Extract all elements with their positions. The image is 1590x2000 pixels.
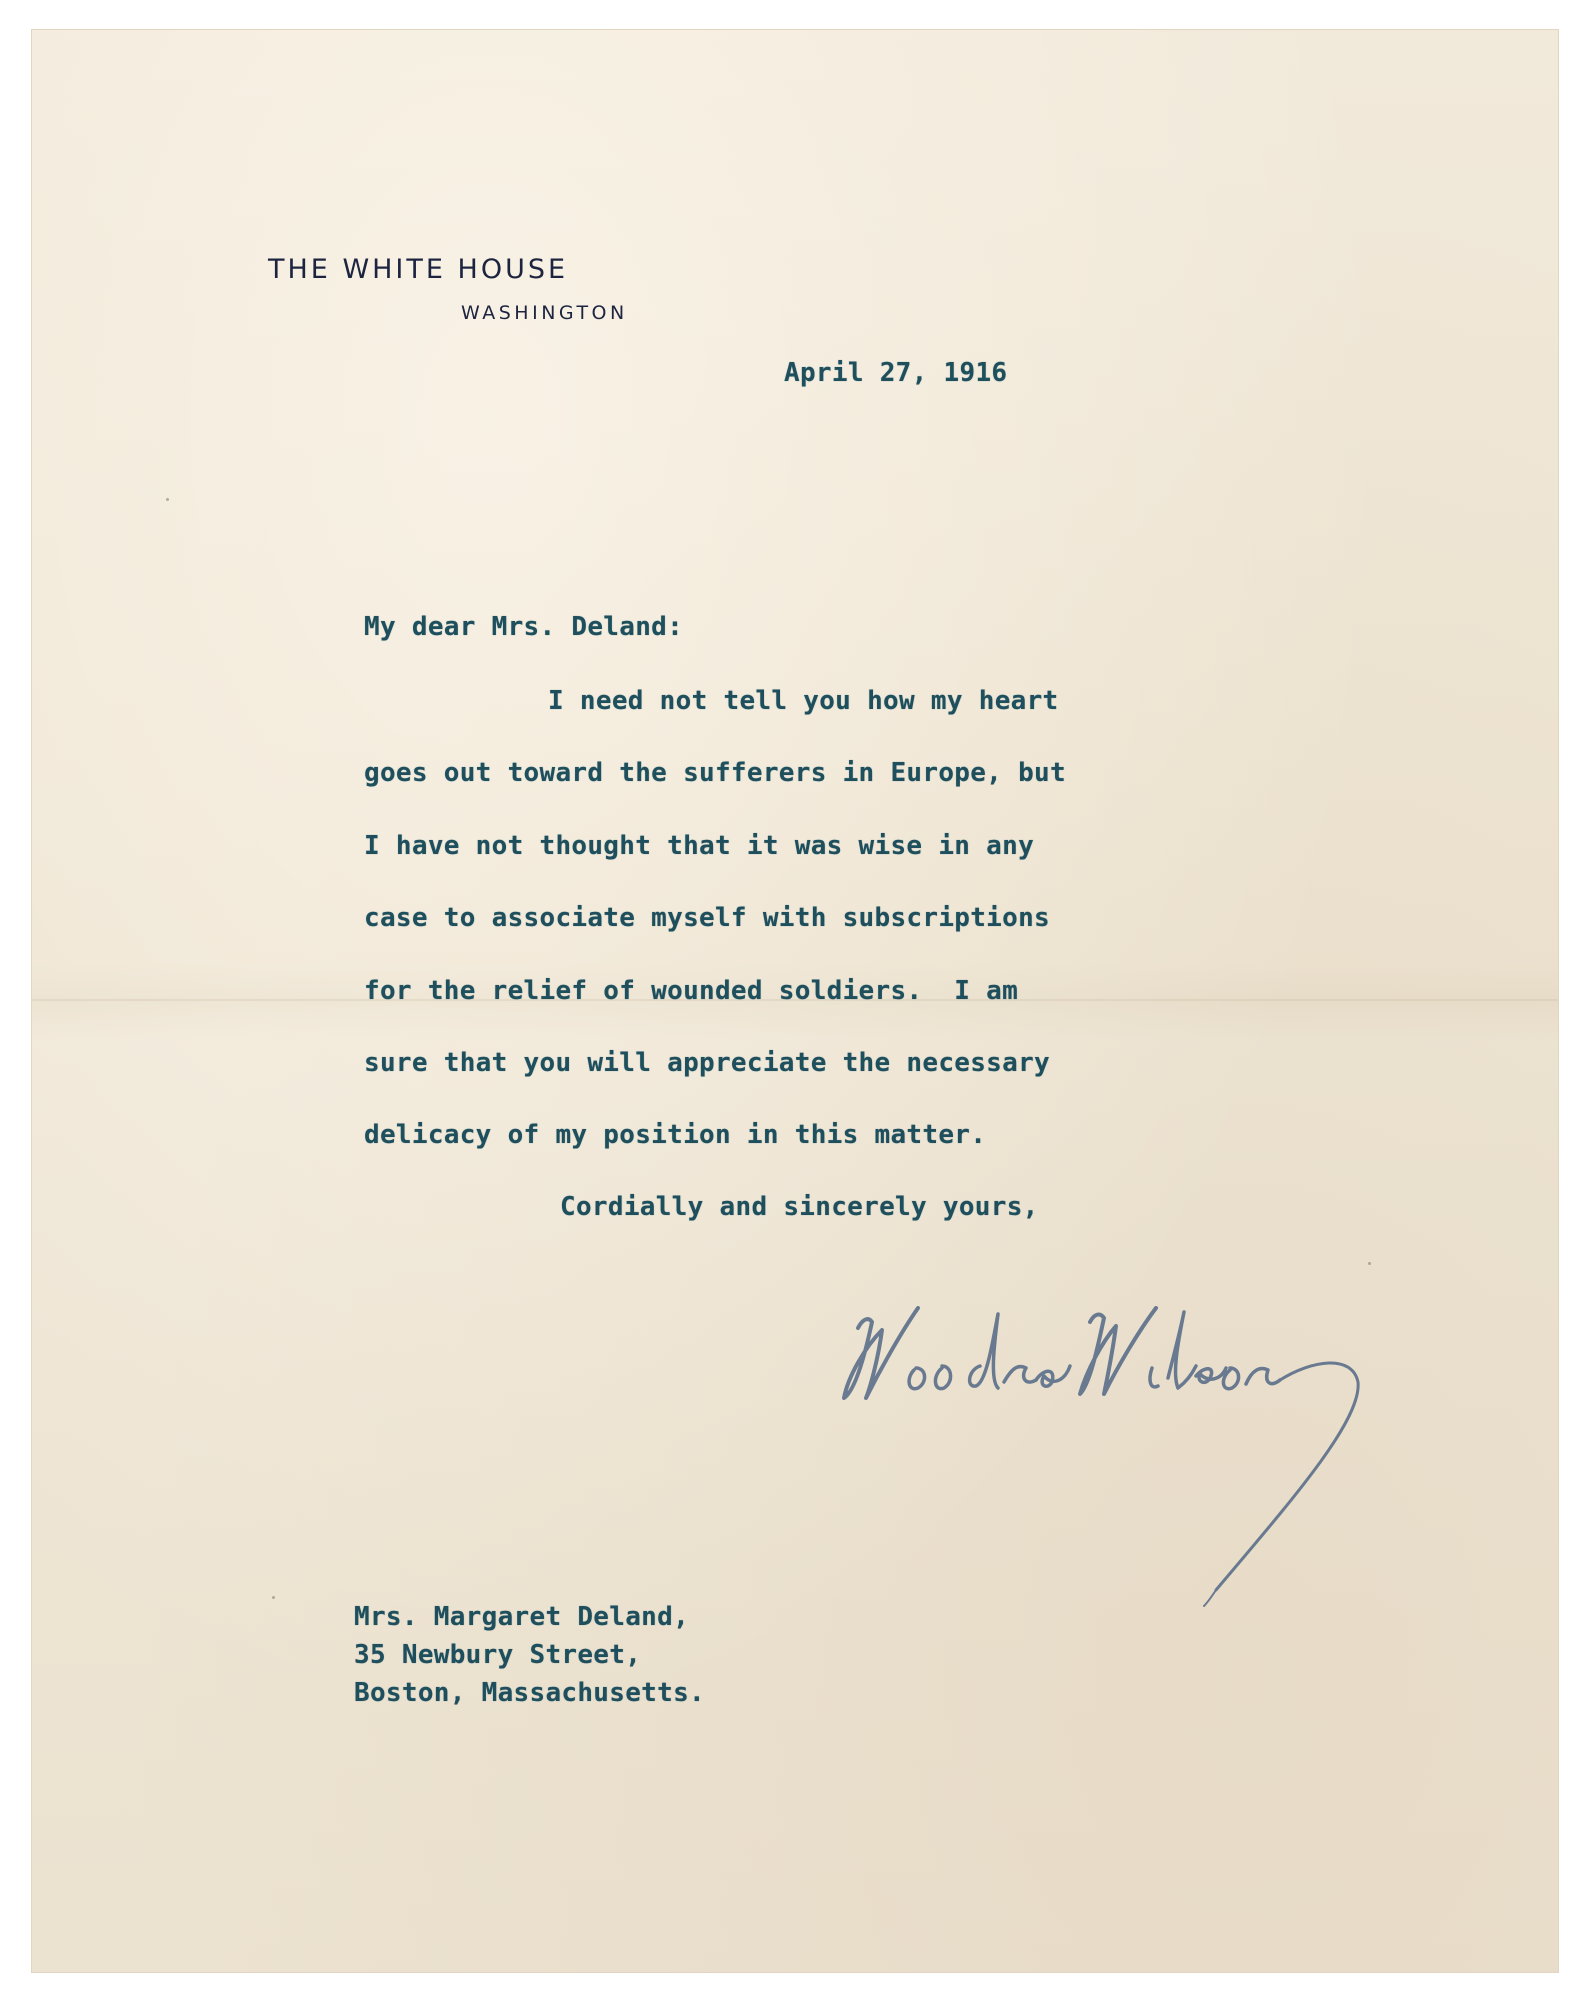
- paper-speck: [272, 1596, 275, 1599]
- salutation: My dear Mrs. Deland:: [364, 612, 684, 642]
- paper-speck: [1368, 1262, 1371, 1265]
- body-line: delicacy of my position in this matter.: [364, 1120, 987, 1150]
- recipient-line: Mrs. Margaret Deland,: [354, 1602, 690, 1632]
- body-line: I have not thought that it was wise in any: [364, 831, 1035, 861]
- letterhead-title: THE WHITE HOUSE: [268, 254, 569, 285]
- body-line: case to associate myself with subscriptions: [364, 903, 1050, 933]
- signature-woodrow-wilson: [822, 1250, 1382, 1630]
- paper-speck: [166, 498, 169, 501]
- recipient-line: 35 Newbury Street,: [354, 1640, 642, 1670]
- body-line: I need not tell you how my heart: [548, 686, 1059, 716]
- closing: Cordially and sincerely yours,: [560, 1192, 1039, 1222]
- letterhead-city: WASHINGTON: [461, 302, 628, 324]
- body-line: sure that you will appreciate the necessary: [364, 1048, 1050, 1078]
- letter-date: April 27, 1916: [784, 358, 1008, 388]
- recipient-line: Boston, Massachusetts.: [354, 1678, 705, 1708]
- letter-sheet: [32, 30, 1558, 1972]
- body-line: goes out toward the sufferers in Europe, but: [364, 758, 1066, 788]
- body-line: for the relief of wounded soldiers. I am: [364, 976, 1019, 1006]
